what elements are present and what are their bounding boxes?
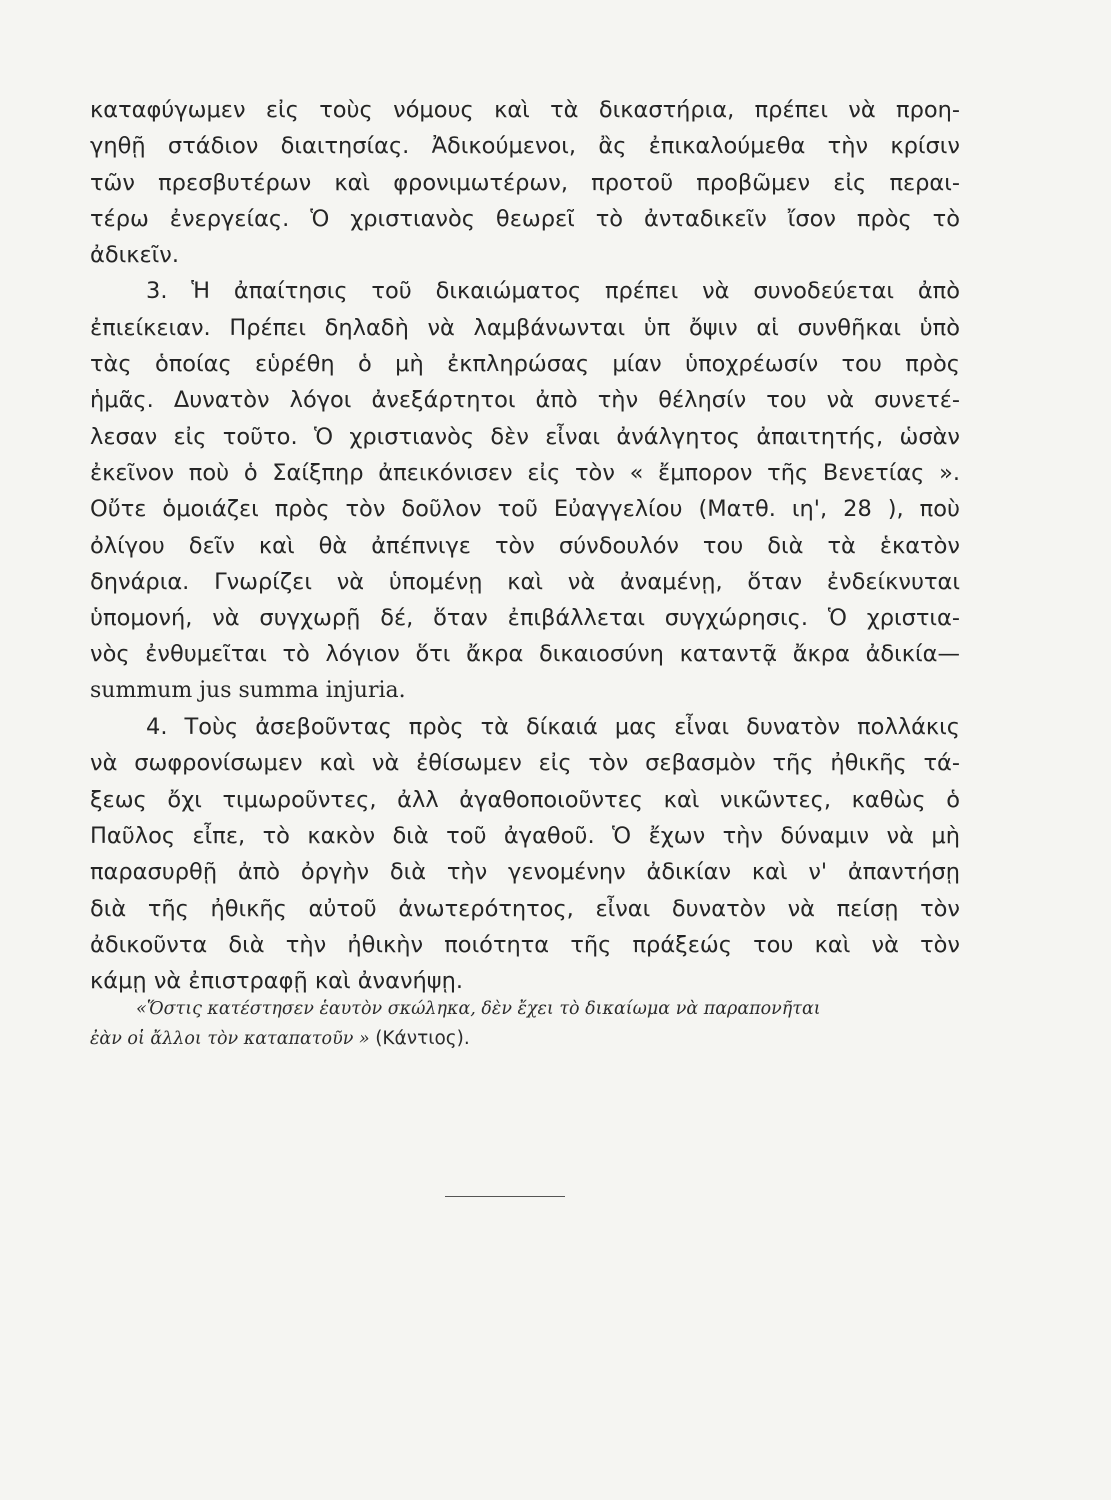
text-line: ἡμᾶς. Δυνατὸν λόγοι ἀνεξάρτητοι ἀπὸ τὴν θέλησίν του νὰ συνετέ-: [90, 387, 960, 414]
text-line: καταφύγωμεν εἰς τοὺς νόμους καὶ τὰ δικαστήρια, πρέπει νὰ προη-: [90, 97, 960, 123]
text-line: παρασυρθῇ ἀπὸ ὀργὴν διὰ τὴν γενομένην ἀδικίαν καὶ ν' ἀπαντήσῃ: [90, 859, 960, 886]
text-line: γηθῇ στάδιον διαιτησίας. Ἀδικούμενοι, ἂς ἐπικαλούμεθα τὴν κρίσιν: [90, 133, 960, 160]
paragraph-4-start: 4. Τοὺς ἀσεβοῦντας πρὸς τὰ δίκαιά μας εἶναι δυνατὸν πολλάκις: [146, 714, 960, 741]
text-line: ἐκεῖνον ποὺ ὁ Σαίξπηρ ἀπεικόνισεν εἰς τὸν « ἔμπορον τῆς Βενετίας ».: [90, 459, 960, 486]
text-line: νὸς ἐνθυμεῖται τὸ λόγιον ὅτι ἄκρα δικαιοσύνη καταντᾷ ἄκρα ἀδικία—: [90, 641, 960, 668]
text-line: τέρω ἐνεργείας. Ὁ χριστιανὸς θεωρεῖ τὸ ἀνταδικεῖν ἴσον πρὸς τὸ: [90, 205, 960, 232]
text-line: ἀδικοῦντα διὰ τὴν ἠθικὴν ποιότητα τῆς πράξεώς του καὶ νὰ τὸν: [90, 931, 960, 958]
quote-line: «Ὅστις κατέστησεν ἑαυτὸν σκώληκα, δὲν ἔχει τὸ δικαίωμα νὰ παραπονῆται: [136, 999, 821, 1019]
text-line: ὀλίγου δεῖν καὶ θὰ ἀπέπνιγε τὸν σύνδουλόν του διὰ τὰ ἑκατὸν: [90, 532, 960, 559]
text-line: νὰ σωφρονίσωμεν καὶ νὰ ἐθίσωμεν εἰς τὸν σεβασμὸν τῆς ἠθικῆς τά-: [90, 750, 960, 777]
text-line: ὑπομονή, νὰ συγχωρῇ δέ, ὅταν ἐπιβάλλεται συγχώρησις. Ὁ χριστια-: [90, 605, 960, 632]
paragraph-3-start: 3. Ἡ ἀπαίτησις τοῦ δικαιώματος πρέπει νὰ συνοδεύεται ἀπὸ: [146, 278, 960, 305]
body-text: [90, 92, 960, 999]
quote-source: (Κάντιος).: [375, 1028, 470, 1049]
text-line: ἐπιείκειαν. Πρέπει δηλαδὴ νὰ λαμβάνωνται ὑπ ὄψιν αἱ συνθῆκαι ὑπὸ: [90, 314, 960, 341]
text-line: διὰ τῆς ἠθικῆς αὐτοῦ ἀνωτερότητος, εἶναι δυνατὸν νὰ πείσῃ τὸν: [90, 895, 960, 922]
text-line: δηνάρια. Γνωρίζει νὰ ὑπομένῃ καὶ νὰ ἀναμένῃ, ὅταν ἐνδείκνυται: [90, 568, 960, 595]
quote-line-2: [90, 1024, 960, 1054]
text-line: τῶν πρεσβυτέρων καὶ φρονιμωτέρων, προτοῦ προβῶμεν εἰς περαι-: [90, 169, 960, 196]
text-line: Οὔτε ὁμοιάζει πρὸς τὸν δοῦλον τοῦ Εὐαγγελίου (Ματθ. ιη', 28 ), ποὺ: [90, 496, 960, 523]
quote-text: ἐὰν οἱ ἄλλοι τὸν καταπατοῦν »: [90, 1029, 370, 1049]
text-line: κάμῃ νὰ ἐπιστραφῇ καὶ ἀνανήψῃ.: [90, 968, 464, 995]
text-line: λεσαν εἰς τοῦτο. Ὁ χριστιανὸς δὲν εἶναι ἀνάλγητος ἀπαιτητής, ὡσὰν: [90, 423, 960, 450]
latin-maxim: summum jus summa injuria.: [90, 677, 406, 703]
section-divider: [445, 1196, 565, 1197]
text-line: Παῦλος εἶπε, τὸ κακὸν διὰ τοῦ ἀγαθοῦ. Ὁ ἔχων τὴν δύναμιν νὰ μὴ: [90, 822, 960, 849]
text-line: τὰς ὁποίας εὑρέθη ὁ μὴ ἐκπληρώσας μίαν ὑποχρέωσίν του πρὸς: [90, 351, 960, 378]
text-line: ἀδικεῖν.: [90, 242, 179, 269]
text-line: ξεως ὄχι τιμωροῦντες, ἀλλ ἀγαθοποιοῦντες καὶ νικῶντες, καθὼς ὁ: [90, 786, 960, 813]
epigraph-quote: [90, 994, 960, 1054]
